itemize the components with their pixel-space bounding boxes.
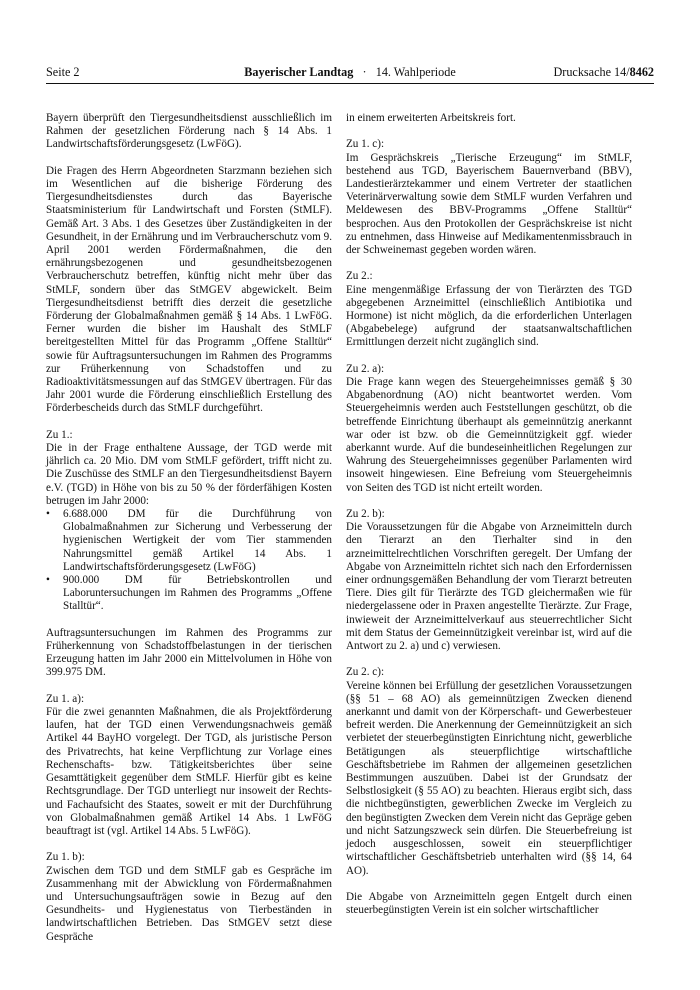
header-rule (46, 83, 654, 84)
section-text-zu2c: Vereine können bei Erfüllung der gesetzlichen Voraussetzungen (§§ 51 – 68 AO) als gemeinnützigen Zwecken dienend anerkannt und damit von der Körperschaft- und Gewerbesteuer befreit werden. Die Anerkennung der Gemeinnützigkeit an sich verbietet der steuerbegünstigten Einrichtung nicht, gewerbliche Betätigungen als steuerpflichtige wirtschaftliche Geschäftsbetriebe im Rahmen der allgemeinen gesetzlichen Bestimmungen auszuüben. Dabei ist der Grundsatz der Selbstlosigkeit (§ 55 AO) zu beachten. Hieraus ergibt sich, dass die nichtbegünstigten, gewerblichen Zwecke im Vergleich zu den begünstigten Zwecken dem Verein nicht das Gepräge geben und nicht Satzungszweck sein dürfen. Die Steuerbefreiung ist jedoch ausgeschlossen, soweit ein steuerpflichtiger wirtschaftlicher Geschäftsbetrieb unterhalten wird (§§ 14, 64 AO). (346, 679, 632, 877)
section-heading-zu2a: Zu 2. a): (346, 362, 385, 375)
parliament-name: Bayerischer Landtag (244, 65, 354, 79)
section-text-zu2a: Die Frage kann wegen des Steuergeheimnisses gemäß § 30 Abgabenordnung (AO) nicht beantwortet werden. Vom Steuergeheimnis werden auch Feststellungen geschützt, ob die betreffende Einrichtung überhaupt als gemeinnützig anerkannt war oder ist bzw. ob die Gemeinnützigkeit ggf. wieder aberkannt wurde. Auf die bundeseinheitlichen Regelungen zur Wahrung des Steuergeheimnisses gegenüber Parlamenten wird insoweit hingewiesen. Eine Befreiung vom Steuergeheimnis von Seiten des TGD ist nicht erteilt worden. (346, 376, 632, 494)
section-heading-zu1b: Zu 1. b): (46, 851, 85, 864)
document-number-value: 8462 (629, 65, 654, 79)
section-text-zu2b: Die Voraussetzungen für die Abgabe von Arzneimitteln durch den Tierarzt an den Tierhalter sind in den arzneimittelrechtlichen Vorschriften geregelt. Der Umfang der Abgabe von Arzneimitteln richtet sich nach den Erfordernissen einer ordnungsgemäßen Behandlung der vom Tierarzt betreuten Tiere. Dies gilt für Tierärzte des TGD gleichermaßen wie für niedergelassene oder in Praxen angestellte Tierärzte. Zur Frage, inwieweit der Arzneimittelverkauf aus steuerrechtlicher Sicht mit dem Status der Gemeinnützigkeit vereinbar ist, wird auf die Antwort zu 2. a) und c) verwiesen. (346, 521, 632, 653)
legislative-period: 14. Wahlperiode (375, 65, 456, 79)
final-paragraph: Die Abgabe von Arzneimitteln gegen Entgelt durch einen steuerbegünstigten Verein ist ein solcher wirtschaftlicher (346, 890, 632, 917)
header-separator: · (362, 65, 367, 79)
document-number (553, 63, 654, 81)
section-text-zu1a: Für die zwei genannten Maßnahmen, die als Projektförderung laufen, hat der TGD einen Verwendungsnachweis gemäß Artikel 44 BayHO vorgelegt. Der TGD, als juristische Person des Privatrechts, hat keine Verpflichtung zur Vorlage eines Rechenschafts- bzw. Tätigkeitsberichtes über seine Gesamttätigkeit gegenüber dem StMLF. Hierfür gibt es keine Rechtsgrundlage. Der TGD unterliegt nur insoweit der Rechts- und Fachaufsicht des Staates, soweit er mit der Durchführung von Globalmaßnahmen gemäß Artikel 14 Abs. 1 LwFöG beauftragt ist (vgl. Artikel 14 Abs. 5 LwFöG). (46, 706, 332, 837)
list-item-text: 900.000 DM für Betriebskontrollen und Laboruntersuchungen im Rahmen des Programms „Offene Stalltür“. (63, 574, 332, 613)
section-text-zu1: Die in der Frage enthaltene Aussage, der TGD werde mit jährlich ca. 20 Mio. DM vom StMLF gefördert, trifft nicht zu. Die Zuschüsse des StMLF an den Tiergesundheitsdienst Bayern e.V. (TGD) in Höhe von bis zu 50 % der förderfähigen Kosten betrugen im Jahr 2000: (46, 442, 332, 507)
list-item (46, 574, 332, 614)
section-heading-zu1a: Zu 1. a): (46, 692, 85, 705)
section-text-zu1b: Zwischen dem TGD und dem StMLF gab es Gespräche im Zusammenhang mit der Abwicklung von Fördermaßnahmen und Untersuchungsaufträgen sowie in Bezug auf den Gesundheits- und Hygienestatus von Tierbeständen in landwirtschaftlichen Betrieben. Das StMGEV setzt diese Gespräche (46, 864, 332, 943)
funding-list (46, 508, 332, 614)
auftrag-paragraph: Auftragsuntersuchungen im Rahmen des Programms zur Früherkennung von Schadstoffbelastungen in der tierischen Erzeugung hatten im Jahr 2000 ein Mittelvolumen in Höhe von 399.975 DM. (46, 626, 332, 679)
continuation-paragraph: in einem erweiterten Arbeitskreis fort. (346, 112, 516, 124)
section-heading-zu2c: Zu 2. c): (346, 666, 385, 679)
background-paragraph: Die Fragen des Herrn Abgeordneten Starzmann beziehen sich im Wesentlichen auf die bisherige Förderung des Tiergesundheitsdienstes durch das Bayerische Staatsministerium für Landwirtschaft und Forsten (StMLF). Gemäß Art. 3 Abs. 1 des Gesetzes über Zuständigkeiten in der Gesundheit, in der Ernährung und im Verbraucherschutz vom 9. April 2001 werden Fördermaßnahmen, die den ernährungsbezogenen und gesundheitsbezogenen Verbraucherschutz betreffen, künftig nicht mehr über das StMLF, sondern über das StMGEV abgewickelt. Beim Tiergesundheitsdienst betrifft dies derzeit die gesetzliche Förderung der Globalmaßnahmen gemäß § 14 Abs. 1 LwFöG. Ferner wurden die bisher im Haushalt des StMLF bereitgestellten Mittel für das Programm „Offene Stalltür“ sowie für Auftragsuntersuchungen im Rahmen des Programms zur Früherkennung von Schadstoffen und zu Radioaktivitätsmessungen auf das StMGEV übertragen. Für das Jahr 2001 wurde die Förderung einschließlich Erstellung des Förderbescheids durch das StMLF durchgeführt. (46, 164, 332, 415)
section-text-zu1c: Im Gesprächskreis „Tierische Erzeugung“ im StMLF, bestehend aus TGD, Bayerischem Bauernverband (BBV), Landestierärztekammer und einem Vertreter der staatlichen Veterinärverwaltung sowie dem StMLF wurden Verfahren und Meldewesen des BBV-Programms „Offene Stalltür“ besprochen. Aus den Protokollen der Gesprächskreise ist nicht zu entnehmen, dass Hinweise auf Medikamentenmissbrauch in der Schweinemast gegeben worden wären. (346, 151, 632, 257)
intro-paragraph: Bayern überprüft den Tiergesundheitsdienst ausschließlich im Rahmen der gesetzlichen Förderung nach § 14 Abs. 1 Landwirtschaftsförderungsgesetz (LwFöG). (46, 112, 332, 151)
section-heading-zu2b: Zu 2. b): (346, 508, 385, 521)
document-prefix: Drucksache 14/ (553, 65, 630, 79)
bullet-icon: • (46, 508, 50, 521)
list-item (46, 508, 332, 574)
section-heading-zu2: Zu 2.: (346, 270, 373, 283)
page-header (46, 63, 654, 81)
right-column (346, 112, 632, 930)
left-column (46, 112, 332, 957)
page-number: Seite 2 (46, 65, 80, 79)
list-item-text: 6.688.000 DM für die Durchführung von Globalmaßnahmen zur Sicherung und Verbesserung der hygienischen Wertigkeit der vom Tier stammenden Nahrungsmittel gemäß Artikel 14 Abs. 1 Landwirtschaftsförderungsgesetz (LwFöG) (63, 508, 332, 573)
section-heading-zu1: Zu 1.: (46, 428, 73, 441)
bullet-icon: • (46, 574, 50, 587)
section-heading-zu1c: Zu 1. c): (346, 138, 385, 151)
section-text-zu2: Eine mengenmäßige Erfassung der von Tierärzten des TGD abgegebenen Arzneimittel (einschließlich Antibiotika und Hormone) ist nicht möglich, da die erforderlichen Unterlagen (Abgabebelege) aufgrund der staatsanwaltschaftlichen Ermittlungen derzeit nicht zugänglich sind. (346, 283, 632, 349)
